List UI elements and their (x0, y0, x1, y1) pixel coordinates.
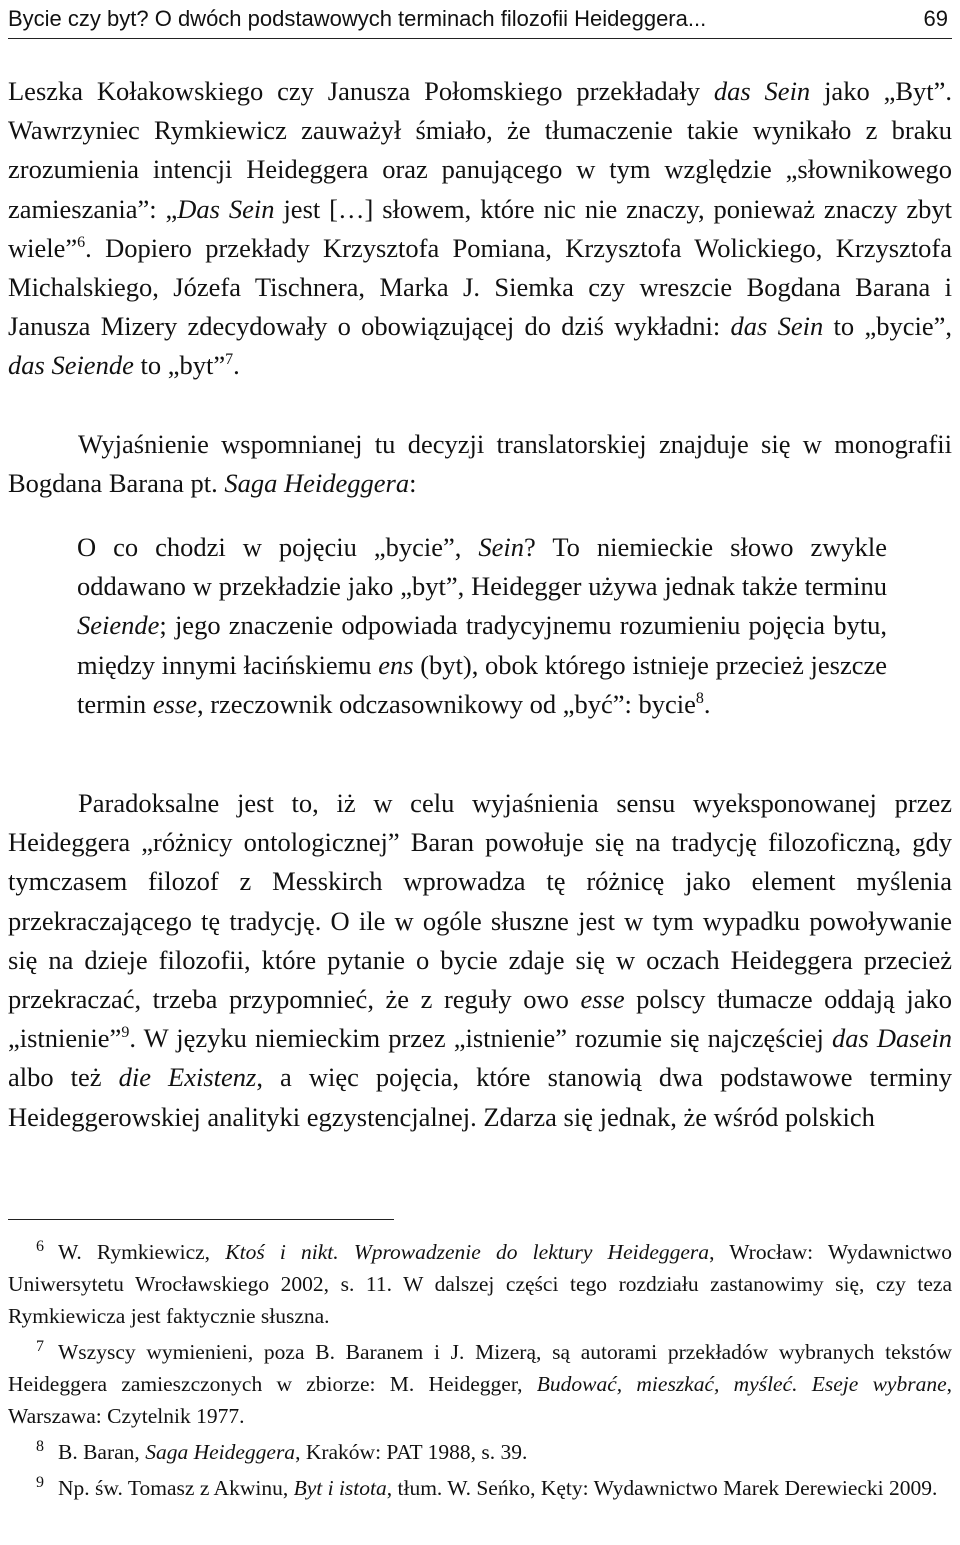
text-span: ? To niemieckie słowo zwykle oddawano w przekładzie jako „byt”, Heidegger używa jednak także terminu (77, 532, 887, 602)
text-span: Wszyscy wymienieni, poza B. Baranem i J. Mizerą, są autorami przekładów wybranych tekstów Heideggera zamieszczonych w zbiorze: M. Heidegger, (8, 1340, 952, 1396)
italic-title: Saga Heideggera (224, 468, 410, 499)
text-span: , Warszawa: Czytelnik 1977. (8, 1372, 952, 1428)
page-number: 69 (923, 6, 948, 31)
footnote-8 (8, 1436, 952, 1468)
italic-term: esse (152, 688, 197, 719)
italic-term: esse (580, 984, 625, 1015)
text-span: O co chodzi w pojęciu „bycie”, (77, 532, 479, 562)
italic-term: das Sein (713, 76, 811, 106)
text-span: albo też (8, 1062, 119, 1093)
italic-title: Budować, mieszkać, myśleć. Eseje wybrane (536, 1372, 947, 1396)
italic-term: das Sein (730, 311, 824, 342)
footnote-mark: 7 (36, 1337, 44, 1355)
text-span: jest […] słowem, które nic nie znaczy, ponieważ znaczy zbyt wiele” (8, 193, 953, 263)
footnote-9 (8, 1472, 952, 1504)
paragraph-2 (8, 425, 952, 503)
text-span: Paradoksalne jest to, iż w celu wyjaśnienia sensu wyeksponowanej przez Heideggera „różnicy ontologicznej” Baran powołuje się na tradycję filozoficzną, gdy tymczasem filozof z Messkirch wprowadza tę różnicę jako element myślenia przekraczającego tę tradycję. O ile w ogóle słuszne jest w tym wypadku powoływanie się na dzieje filozofii, które pytanie o bycie zdaje się w oczach Heideggera przecież przekraczać, trzeba przypomnieć, że z reguły owo (8, 788, 952, 1015)
text-span: jako „Byt”. Wawrzyniec Rymkiewicz zauważył śmiało, że tłumaczenie takie wynikało z braku zrozumienia intencji Heideggera oraz panującego w tym względzie „słownikowego zamieszania”: „ (8, 76, 953, 224)
text-span: Leszka Kołakowskiego czy Janusza Połomskiego przekładały (8, 76, 714, 106)
text-span: , a więc pojęcia, które stanowią dwa podstawowe terminy Heideggerowskiej analityki egzystencjalnej. Zdarza się jednak, że wśród polskich (8, 1062, 953, 1132)
text-span: , Kraków: PAT 1988, s. 39. (295, 1440, 528, 1464)
text-span: . (703, 688, 711, 719)
text-span: to „byt” (133, 350, 226, 381)
paragraph-3 (8, 784, 952, 1137)
running-title: Bycie czy byt? O dwóch podstawowych terminach filozofii Heideggera... (8, 6, 707, 31)
running-header (8, 2, 952, 36)
block-quote (77, 528, 887, 724)
text-span: . W języku niemieckim przez „istnienie” rozumie się najczęściej (129, 1023, 832, 1054)
text-span: (byt), obok którego istnieje przecież jeszcze termin (77, 649, 888, 719)
italic-title: Ktoś i nikt. Wprowadzenie do lektury Heideggera (225, 1240, 710, 1264)
italic-term: das Dasein (831, 1023, 952, 1054)
text-span: , tłum. W. Seńko, Kęty: Wydawnictwo Marek Derewiecki 2009. (386, 1476, 938, 1500)
footnote-mark: 9 (36, 1473, 44, 1491)
italic-term: Das Sein (177, 193, 275, 224)
italic-term: das Seiende (8, 350, 134, 381)
text-span: : (409, 468, 417, 499)
header-rule (8, 38, 952, 39)
footnote-6 (8, 1236, 952, 1332)
text-span: ; jego znaczenie odpowiada tradycyjnemu rozumieniu pojęcia bytu, między innymi łacińskiemu (77, 610, 887, 680)
italic-term: die Existenz (118, 1062, 257, 1093)
footnote-mark: 8 (36, 1437, 44, 1455)
footnote-ref-8[interactable]: 8 (695, 689, 704, 707)
text-span: , rzeczownik odczasownikowy od „być”: bycie (196, 688, 696, 719)
footnote-ref-7[interactable]: 7 (225, 351, 234, 369)
footnote-mark: 6 (36, 1237, 44, 1255)
italic-term: Seiende (77, 610, 160, 641)
footnote-ref-6[interactable]: 6 (77, 233, 86, 251)
italic-term: ens (378, 649, 414, 680)
paragraph-1 (8, 72, 952, 386)
footnote-7 (8, 1336, 952, 1432)
text-span: W. Rymkiewicz, (58, 1240, 226, 1264)
text-span: polscy tłumacze oddają jako „istnienie” (8, 984, 952, 1054)
text-span: B. Baran, (58, 1440, 146, 1464)
text-span: to „bycie”, (823, 311, 952, 342)
footnote-separator (8, 1219, 394, 1220)
italic-title: Saga Heideggera (145, 1440, 296, 1464)
text-span: Wyjaśnienie wspomnianej tu decyzji translatorskiej znajduje się w monografii Bogdana Barana pt. (8, 429, 952, 499)
footnote-ref-9[interactable]: 9 (121, 1024, 130, 1042)
footnotes (8, 1236, 952, 1508)
text-span: , Wrocław: Wydawnictwo Uniwersytetu Wrocławskiego 2002, s. 11. W dalszej części tego rozdziału zastanowimy się, czy teza Rymkiewicza jest faktycznie słuszna. (8, 1240, 953, 1328)
text-span: . (233, 350, 240, 381)
text-span: Np. św. Tomasz z Akwinu, (58, 1476, 294, 1500)
italic-title: Byt i istota (293, 1476, 387, 1500)
italic-term: Sein (478, 532, 525, 562)
text-span: . Dopiero przekłady Krzysztofa Pomiana, Krzysztofa Wolickiego, Krzysztofa Michalskiego, Józefa Tischnera, Marka J. Siemka czy wreszcie Bogdana Barana i Janusza Mizery zdecydowały o obowiązującej do dziś wykładni: (8, 232, 952, 342)
